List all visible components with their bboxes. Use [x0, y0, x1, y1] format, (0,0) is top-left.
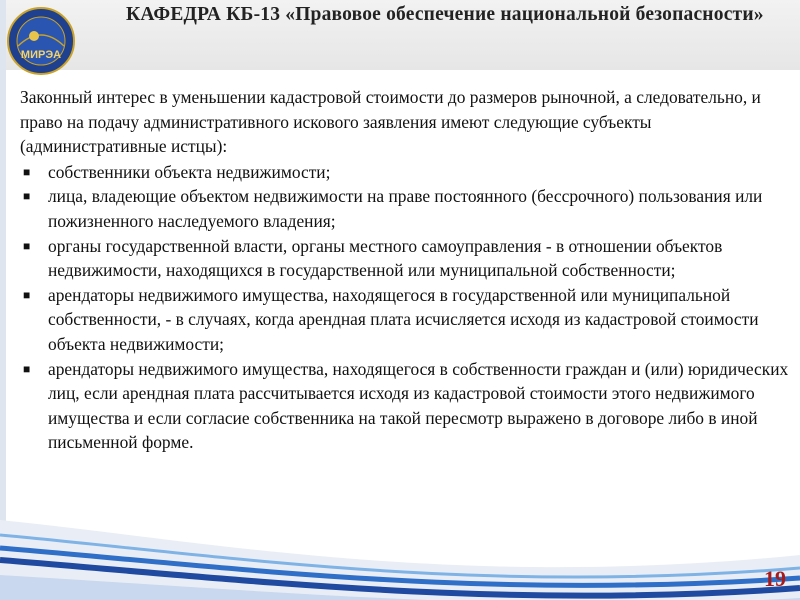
bullet-icon: ■: [23, 361, 31, 376]
list-item-text: арендаторы недвижимого имущества, находящегося в собственности граждан и (или) юридических лиц, если арендная плата рассчитывается исходя из кадастровой стоимости этого недвижимого имущества и если согласие собственника на такой пересмотр выражено в договоре либо в иной письменной форме.: [48, 358, 789, 453]
decorative-waves: [0, 460, 800, 600]
list-item-text: арендаторы недвижимого имущества, находящегося в государственной или муниципальной собственности, - в случаях, когда арендная плата исчисляется исходя из кадастровой стоимости объекта недвижимости;: [48, 284, 759, 354]
list-item-text: лица, владеющие объектом недвижимости на праве постоянного (бессрочного) пользования или пожизненного наследуемого владения;: [48, 186, 763, 231]
mirea-logo: [6, 6, 76, 76]
list-item-text: органы государственной власти, органы местного самоуправления - в отношении объектов недвижимости, находящихся в государственной или муниципальной собственности;: [48, 235, 723, 281]
page-title: КАФЕДРА КБ-13 «Правовое обеспечение национальной безопасности»: [126, 4, 764, 25]
list-item: [20, 283, 792, 357]
bullet-icon: ■: [23, 164, 31, 179]
main-content: [20, 85, 792, 455]
bullet-icon: ■: [23, 238, 31, 253]
bullet-icon: ■: [23, 287, 31, 302]
list-item: [20, 234, 792, 283]
list-item: [20, 160, 792, 185]
page-number: 19: [764, 566, 786, 591]
list-item-text: собственники объекта недвижимости;: [48, 161, 331, 182]
list-item: [20, 184, 792, 233]
logo-text: МИРЭА: [20, 49, 62, 61]
subjects-list: [20, 160, 792, 455]
list-item: [20, 357, 792, 455]
intro-paragraph: Законный интерес в уменьшении кадастровой стоимости до размеров рыночной, а следовательно, и право на подачу административного искового заявления имеют следующие субъекты (административные истцы):: [20, 87, 761, 157]
bullet-icon: ■: [23, 189, 31, 204]
